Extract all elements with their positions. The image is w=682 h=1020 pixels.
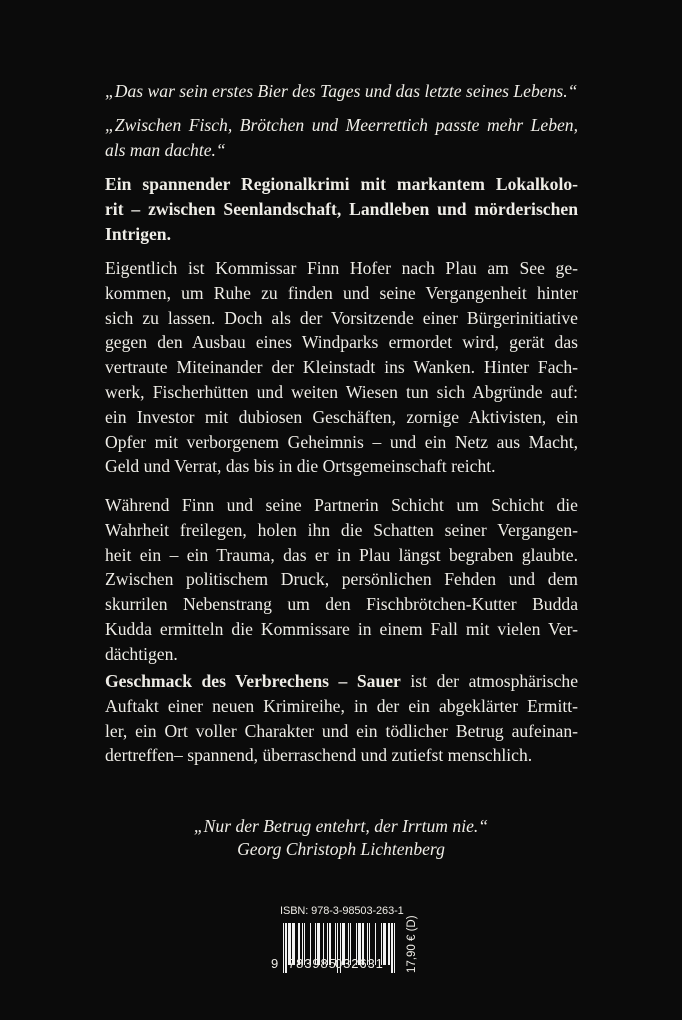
blurb-line: Eigentlich ist Kommissar Finn Hofer nach Plau am See ge- bbox=[105, 258, 578, 278]
barcode-digit-group-2: 032631 bbox=[335, 956, 384, 971]
barcode-bar bbox=[285, 923, 286, 973]
blurb-line: gegen den Ausbau eines Windparks ermordet wird, gerät das bbox=[105, 332, 578, 353]
blurb-line: skurrilen Nebenstrang um den Fischbrötchen-Kutter Budda bbox=[105, 594, 578, 615]
blurb-paragraph-2 bbox=[105, 493, 578, 667]
epigraph-quote: „Nur der Betrug entehrt, der Irrtum nie.“ bbox=[193, 816, 489, 836]
blurb-line: heit ein – ein Trauma, das er in Plau längst begraben glaubte. bbox=[105, 544, 578, 565]
blurb-line-rest: ist der atmosphärische bbox=[410, 671, 579, 691]
blurb-paragraph-3 bbox=[105, 669, 578, 768]
teaser-quote-1 bbox=[105, 79, 578, 104]
teaser-quote-2 bbox=[105, 113, 578, 163]
blurb-line: Opfer mit verborgenem Geheimnis – und ein Netz aus Macht, bbox=[105, 431, 578, 452]
barcode-bar bbox=[283, 923, 284, 973]
blurb-line: sich zu lassen. Doch als der Vorsitzende einer Bürgerinitiative bbox=[105, 307, 578, 328]
quote-line: „Das war sein erstes Bier des Tages und das letzte seines Lebens.“ bbox=[105, 81, 578, 101]
blurb-line: dächtigen. bbox=[105, 643, 178, 664]
barcode-bar bbox=[391, 923, 392, 973]
blurb-line: Während Finn und seine Partnerin Schicht um Schicht die bbox=[105, 495, 578, 515]
tagline bbox=[105, 172, 578, 246]
epigraph bbox=[0, 815, 682, 861]
barcode-digit-group-1: 783985 bbox=[288, 956, 337, 971]
tagline-line: rit – zwischen Seenlandschaft, Landleben und mörderischen bbox=[105, 198, 578, 219]
blurb-line: Auftakt einer neuen Krimireihe, in der ein abgeklärter Ermitt- bbox=[105, 695, 578, 716]
tagline-line: Ein spannender Regionalkrimi mit markantem Lokalkolo- bbox=[105, 174, 578, 194]
blurb-line: Kudda ermitteln die Kommissare in einem Fall mit vielen Ver- bbox=[105, 618, 578, 639]
blurb-line: Wahrheit freilegen, holen ihn die Schatten seiner Vergangen- bbox=[105, 519, 578, 540]
series-title: Geschmack des Verbrechens – Sauer bbox=[105, 671, 401, 691]
isbn-barcode-block bbox=[268, 903, 428, 983]
barcode-digit-first: 9 bbox=[271, 956, 279, 971]
epigraph-author: Georg Christoph Lichtenberg bbox=[237, 839, 445, 859]
blurb-paragraph-1 bbox=[105, 256, 578, 479]
isbn-label: ISBN: 978-3-98503-263-1 bbox=[280, 905, 404, 917]
blurb-line: Zwischen politischem Druck, persönlichen Fehden und dem bbox=[105, 569, 578, 590]
blurb-line-with-title bbox=[105, 669, 578, 694]
blurb-line: dertreffen– spannend, überraschend und zutiefst menschlich. bbox=[105, 745, 533, 766]
barcode-bar bbox=[394, 923, 395, 973]
price-label: 17,90 € (D) bbox=[406, 915, 418, 973]
tagline-line: Intrigen. bbox=[105, 223, 171, 244]
quote-line: als man dachte.“ bbox=[105, 139, 226, 160]
blurb-line: ler, ein Ort voller Charakter und ein tödlicher Betrug aufeinan- bbox=[105, 720, 578, 741]
barcode-bar bbox=[388, 923, 390, 965]
blurb-line: Geld und Verrat, das bis in die Ortsgemeinschaft reicht. bbox=[105, 456, 496, 477]
blurb-line: vertraute Miteinander der Kleinstadt ins Wanken. Hinter Fach- bbox=[105, 357, 578, 378]
blurb-line: kommen, um Ruhe zu finden und seine Vergangenheit hinter bbox=[105, 282, 578, 303]
blurb-line: ein Investor mit dubiosen Geschäften, zornige Aktivisten, ein bbox=[105, 406, 578, 427]
quote-line: „Zwischen Fisch, Brötchen und Meerrettich passte mehr Leben, bbox=[105, 115, 578, 135]
blurb-line: werk, Fischerhütten und weiten Wiesen tun sich Abgründe auf: bbox=[105, 381, 578, 402]
